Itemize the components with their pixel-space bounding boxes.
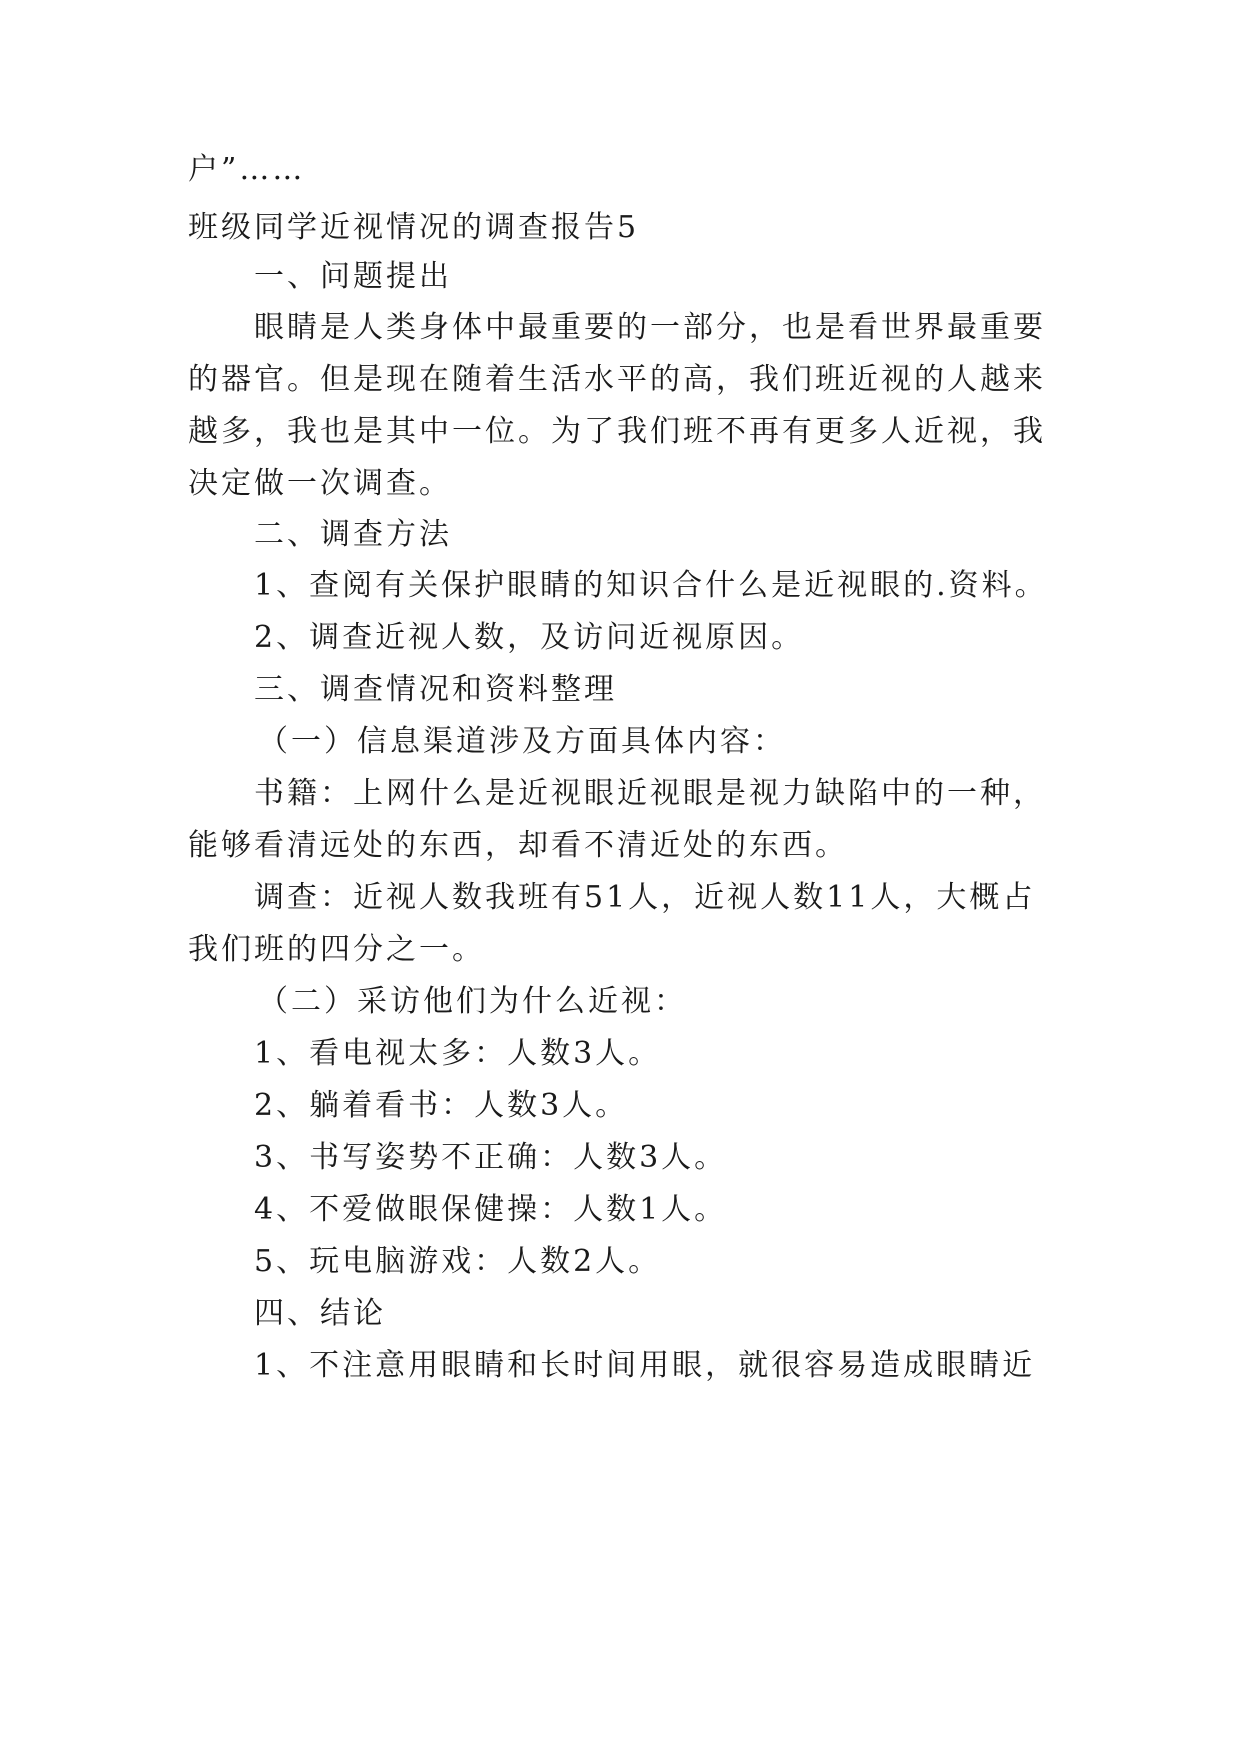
list-item: 1、查阅有关保护眼睛的知识合什么是近视眼的.资料。 xyxy=(254,568,1048,603)
paragraph-line: 越多，我也是其中一位。为了我们班不再有更多人近视，我 xyxy=(188,414,1046,449)
list-item: 3、书写姿势不正确：人数3人。 xyxy=(254,1140,728,1175)
report-title: 班级同学近视情况的调查报告5 xyxy=(188,210,640,245)
list-item: 4、不爱做眼保健操：人数1人。 xyxy=(254,1192,728,1227)
paragraph-line: 能够看清远处的东西，却看不清近处的东西。 xyxy=(188,828,848,863)
text-line-continuation: 户”…… xyxy=(188,152,306,187)
section-heading-1: 一、问题提出 xyxy=(254,259,452,294)
section-heading-3: 三、调查情况和资料整理 xyxy=(254,672,617,707)
paragraph-line: 书籍：上网什么是近视眼近视眼是视力缺陷中的一种， xyxy=(254,776,1046,811)
paragraph-line: 决定做一次调查。 xyxy=(188,466,452,501)
paragraph-line: 我们班的四分之一。 xyxy=(188,932,485,967)
list-item: 2、调查近视人数，及访问近视原因。 xyxy=(254,620,805,655)
subsection-heading: （一）信息渠道涉及方面具体内容： xyxy=(258,724,786,759)
paragraph-line: 眼睛是人类身体中最重要的一部分，也是看世界最重要 xyxy=(254,310,1046,345)
section-heading-2: 二、调查方法 xyxy=(254,517,452,552)
section-heading-4: 四、结论 xyxy=(254,1296,386,1331)
list-item: 1、看电视太多：人数3人。 xyxy=(254,1036,662,1071)
list-item: 1、不注意用眼睛和长时间用眼，就很容易造成眼睛近 xyxy=(254,1348,1036,1383)
paragraph-line: 调查：近视人数我班有51人，近视人数11人，大概占 xyxy=(254,880,1036,915)
list-item: 2、躺着看书：人数3人。 xyxy=(254,1088,629,1123)
list-item: 5、玩电脑游戏：人数2人。 xyxy=(254,1244,662,1279)
paragraph-line: 的器官。但是现在随着生活水平的高，我们班近视的人越来 xyxy=(188,362,1046,397)
subsection-heading: （二）采访他们为什么近视： xyxy=(258,984,687,1019)
